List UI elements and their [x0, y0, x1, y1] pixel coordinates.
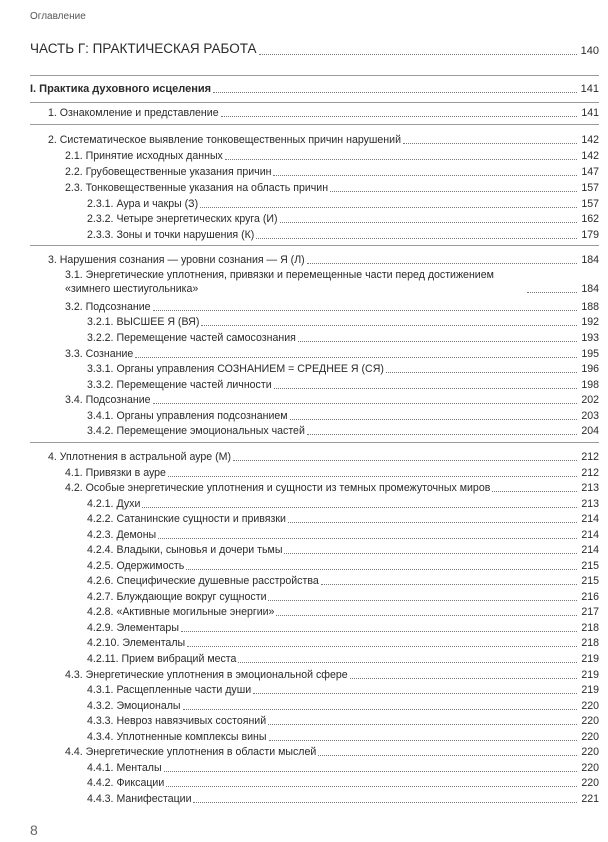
dot-leader	[186, 569, 577, 570]
toc-entry-title: 3.2.2. Перемещение частей самосознания	[87, 332, 296, 344]
toc-entry[interactable]	[87, 378, 599, 392]
dot-leader	[221, 116, 577, 117]
page-header: Оглавление	[30, 11, 86, 22]
dot-leader	[298, 341, 577, 342]
toc-entry-page-number: 142	[581, 150, 599, 162]
dot-leader	[166, 786, 577, 787]
toc-entry-title: 2.3. Тонковещественные указания на область причин	[65, 182, 329, 194]
dot-leader	[225, 159, 577, 160]
toc-entry-page-number: 147	[581, 166, 599, 178]
toc-entry-page-number: 217	[581, 606, 599, 618]
toc-entry-title: 4.2.10. Элементалы	[87, 637, 186, 649]
toc-entry[interactable]	[87, 590, 599, 604]
toc-entry-title: 2.3.1. Аура и чакры (З)	[87, 198, 199, 210]
dot-leader	[259, 54, 577, 55]
dot-leader	[321, 584, 577, 585]
toc-entry[interactable]	[87, 528, 599, 542]
toc-entry-title: 4.2.8. «Активные могильные энергии»	[87, 606, 275, 618]
toc-entry-title: ЧАСТЬ Г: ПРАКТИЧЕСКАЯ РАБОТА	[30, 41, 257, 56]
toc-entry-page-number: 192	[581, 316, 599, 328]
section-divider	[30, 245, 599, 246]
toc-entry-title: 4.2.9. Элементары	[87, 622, 179, 634]
toc-entry-title: 3.3.2. Перемещение частей личности	[87, 379, 272, 391]
toc-entry[interactable]	[65, 165, 599, 179]
toc-entry-page-number: 220	[581, 777, 599, 789]
toc-entry[interactable]	[87, 543, 599, 557]
toc-entry-title: 2.3.2. Четыре энергетических круга (И)	[87, 213, 278, 225]
toc-entry-title: 3. Нарушения сознания — уровни сознания — Я (Л)	[48, 254, 305, 266]
toc-entry-page-number: 221	[581, 793, 599, 805]
toc-entry-title: 4.4.2. Фиксации	[87, 777, 165, 789]
toc-entry-title: 4.1. Привязки в ауре	[65, 467, 166, 479]
toc-entry-page-number: 219	[581, 669, 599, 681]
dot-leader	[153, 403, 577, 404]
toc-entry[interactable]	[65, 481, 599, 495]
toc-entry[interactable]	[65, 466, 599, 480]
toc-entry-page-number: 219	[581, 684, 599, 696]
toc-entry-page-number: 220	[581, 746, 599, 758]
toc-entry-title: 4.2.3. Демоны	[87, 529, 157, 541]
dot-leader	[256, 238, 577, 239]
toc-entry[interactable]	[48, 253, 599, 267]
toc-entry-page-number: 203	[581, 410, 599, 422]
toc-entry-title: 2.3.3. Зоны и точки нарушения (К)	[87, 229, 255, 241]
toc-entry-title: 2. Систематическое выявление тонковещественных причин нарушений	[48, 134, 401, 146]
toc-entry-title: 2.2. Грубовещественные указания причин	[65, 166, 272, 178]
toc-entry[interactable]	[87, 512, 599, 526]
toc-entry-title: 3.2. Подсознание	[65, 301, 151, 313]
toc-entry[interactable]	[65, 149, 599, 163]
toc-entry[interactable]	[48, 133, 599, 147]
toc-entry[interactable]	[48, 450, 599, 464]
toc-entry-page-number: 184	[581, 254, 599, 266]
toc-entry-page-number: 215	[581, 575, 599, 587]
toc-entry[interactable]	[87, 574, 599, 588]
dot-leader	[158, 538, 577, 539]
toc-entry-page-number: 220	[581, 700, 599, 712]
toc-entry-page-number: 184	[581, 283, 599, 295]
dot-leader	[350, 678, 577, 679]
dot-leader	[135, 357, 577, 358]
dot-leader	[284, 553, 577, 554]
toc-entry[interactable]	[87, 714, 599, 728]
dot-leader	[187, 646, 577, 647]
toc-entry-page-number: 204	[581, 425, 599, 437]
toc-entry-title: 4. Уплотнения в астральной ауре (М)	[48, 451, 232, 463]
dot-leader	[280, 222, 577, 223]
toc-entry[interactable]	[87, 652, 599, 666]
toc-entry[interactable]	[87, 776, 599, 790]
toc-entry-page-number: 157	[581, 198, 599, 210]
section-divider	[30, 124, 599, 125]
dot-leader	[269, 740, 578, 741]
toc-entry-title: 3.4.2. Перемещение эмоциональных частей	[87, 425, 305, 437]
toc-entry-page-number: 215	[581, 560, 599, 572]
dot-leader	[183, 709, 577, 710]
section-divider	[30, 102, 599, 103]
dot-leader	[193, 802, 577, 803]
toc-entry[interactable]	[30, 38, 599, 58]
toc-entry[interactable]	[87, 730, 599, 744]
toc-entry-page-number: 140	[580, 45, 599, 57]
dot-leader	[142, 507, 577, 508]
toc-entry-title: 4.3.3. Невроз навязчивых состояний	[87, 715, 267, 727]
dot-leader	[290, 419, 577, 420]
toc-entry-title: I. Практика духовного исцеления	[30, 83, 212, 95]
toc-entry-title: 1. Ознакомление и представление	[48, 107, 219, 119]
toc-entry-page-number: 202	[581, 394, 599, 406]
toc-entry-title: 4.2.6. Специфические душевные расстройства	[87, 575, 319, 587]
toc-entry-page-number: 141	[581, 107, 599, 119]
dot-leader	[200, 207, 577, 208]
dot-leader	[403, 143, 577, 144]
toc-entry[interactable]	[87, 699, 599, 713]
dot-leader	[318, 755, 577, 756]
toc-entry-page-number: 198	[581, 379, 599, 391]
toc-entry-page-number: 141	[580, 83, 599, 95]
toc-entry-page-number: 196	[581, 363, 599, 375]
toc-entry-title: 4.2.4. Владыки, сыновья и дочери тьмы	[87, 544, 283, 556]
toc-entry-page-number: 220	[581, 762, 599, 774]
dot-leader	[307, 263, 577, 264]
toc-entry-page-number: 212	[581, 451, 599, 463]
dot-leader	[238, 662, 577, 663]
toc-entry-title: 3.4. Подсознание	[65, 394, 151, 406]
toc-entry[interactable]	[87, 409, 599, 423]
toc-entry-page-number: 220	[581, 715, 599, 727]
dot-leader	[201, 325, 577, 326]
toc-entry[interactable]	[87, 636, 599, 650]
toc-entry-title: 4.4.3. Манифестации	[87, 793, 192, 805]
toc-entry-page-number: 213	[581, 482, 599, 494]
toc-entry-page-number: 214	[581, 513, 599, 525]
toc-entry-page-number: 213	[581, 498, 599, 510]
toc-entry[interactable]	[87, 197, 599, 211]
dot-leader	[276, 615, 577, 616]
toc-entry-page-number: 188	[581, 301, 599, 313]
toc-entry[interactable]	[87, 331, 599, 345]
toc-entry[interactable]	[87, 424, 599, 438]
toc-entry[interactable]	[87, 792, 599, 806]
toc-entry-title: 4.4. Энергетические уплотнения в области мыслей	[65, 746, 317, 758]
dot-leader	[233, 460, 577, 461]
toc-entry-title: 4.3.2. Эмоционалы	[87, 700, 181, 712]
toc-entry-page-number: 193	[581, 332, 599, 344]
toc-entry[interactable]	[65, 268, 599, 296]
toc-entry-page-number: 214	[581, 544, 599, 556]
section-divider	[30, 75, 599, 76]
toc-entry-title: 4.2.5. Одержимость	[87, 560, 185, 572]
toc-entry[interactable]	[87, 362, 599, 376]
toc-entry[interactable]	[65, 393, 599, 407]
toc-entry-page-number: 179	[581, 229, 599, 241]
toc-entry-title: 4.3.4. Уплотненные комплексы вины	[87, 731, 267, 743]
toc-entry-page-number: 142	[581, 134, 599, 146]
toc-entry-title: 4.2.2. Сатанинские сущности и привязки	[87, 513, 286, 525]
toc-entry-title: 4.2.11. Прием вибраций места	[87, 653, 237, 665]
dot-leader	[330, 191, 577, 192]
toc-entry-title: 4.3.1. Расщепленные части души	[87, 684, 252, 696]
toc-entry[interactable]	[30, 82, 599, 96]
toc-entry[interactable]	[87, 621, 599, 635]
page-number: 8	[30, 822, 38, 838]
toc-entry[interactable]	[87, 683, 599, 697]
toc-entry-title: 3.1. Энергетические уплотнения, привязки и перемещенные части перед достижением «зимнего шестиугольника»	[65, 269, 494, 295]
toc-entry-page-number: 214	[581, 529, 599, 541]
toc-entry-title: 4.2. Особые энергетические уплотнения и сущности из темных промежуточных миров	[65, 482, 491, 494]
toc-entry-title: 3.2.1. ВЫСШЕЕ Я (ВЯ)	[87, 316, 200, 328]
toc-entry[interactable]	[65, 347, 599, 361]
dot-leader	[268, 724, 577, 725]
dot-leader	[153, 310, 577, 311]
toc-entry[interactable]	[65, 668, 599, 682]
toc-entry[interactable]	[87, 497, 599, 511]
toc-entry[interactable]	[87, 761, 599, 775]
toc-entry-page-number: 219	[581, 653, 599, 665]
toc-entry-title: 3.3.1. Органы управления СОЗНАНИЕМ = СРЕДНЕЕ Я (СЯ)	[87, 363, 384, 375]
dot-leader	[307, 434, 577, 435]
toc-entry[interactable]	[48, 106, 599, 120]
toc-entry-title: 3.3. Сознание	[65, 348, 134, 360]
toc-entry[interactable]	[65, 181, 599, 195]
toc-entry-title: 4.2.1. Духи	[87, 498, 141, 510]
toc-entry-page-number: 218	[581, 637, 599, 649]
toc-entry-page-number: 212	[581, 467, 599, 479]
section-divider	[30, 442, 599, 443]
toc-entry[interactable]	[87, 605, 599, 619]
toc-entry-title: 3.4.1. Органы управления подсознанием	[87, 410, 288, 422]
toc-entry[interactable]	[65, 300, 599, 314]
dot-leader	[164, 771, 577, 772]
toc-entry-title: 4.2.7. Блуждающие вокруг сущности	[87, 591, 267, 603]
toc-entry-page-number: 162	[581, 213, 599, 225]
toc-entry[interactable]	[65, 745, 599, 759]
toc-entry-page-number: 195	[581, 348, 599, 360]
toc-entry-page-number: 218	[581, 622, 599, 634]
dot-leader	[253, 693, 577, 694]
toc-entry-page-number: 157	[581, 182, 599, 194]
dot-leader	[527, 292, 577, 293]
dot-leader	[273, 175, 577, 176]
toc-entry-title: 2.1. Принятие исходных данных	[65, 150, 223, 162]
dot-leader	[386, 372, 577, 373]
dot-leader	[268, 600, 577, 601]
dot-leader	[492, 491, 577, 492]
toc-entry[interactable]	[87, 559, 599, 573]
dot-leader	[274, 388, 577, 389]
toc-entry[interactable]	[87, 212, 599, 226]
toc-entry-title: 4.3. Энергетические уплотнения в эмоциональной сфере	[65, 669, 348, 681]
toc-entry-page-number: 220	[581, 731, 599, 743]
dot-leader	[288, 522, 577, 523]
dot-leader	[181, 631, 577, 632]
dot-leader	[213, 92, 577, 93]
dot-leader	[168, 476, 577, 477]
toc-entry-page-number: 216	[581, 591, 599, 603]
toc-entry[interactable]	[87, 228, 599, 242]
toc-entry[interactable]	[87, 315, 599, 329]
toc-entry-title: 4.4.1. Менталы	[87, 762, 162, 774]
